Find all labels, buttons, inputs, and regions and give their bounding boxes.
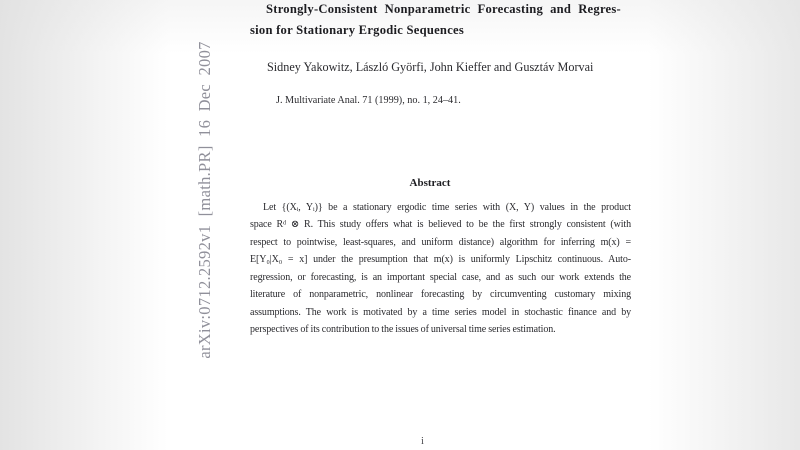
abstract-paragraph [250,199,631,339]
abstract-line: assumptions. The work is motivated by a time series model in stochastic finance and by [250,306,631,318]
arxiv-stamp [195,41,215,358]
title-line-1: Strongly-Consistent Nonparametric Forecasting and Regres- [266,2,621,16]
abstract-line: Let {(Xᵢ, Yᵢ)} be a stationary ergodic time series with (X, Y) values in the product [263,202,631,213]
abstract-line: regression, or forecasting, is an important special case, and as such our work extends the [250,271,631,283]
authors-line: Sidney Yakowitz, László Györfi, John Kieffer and Gusztáv Morvai [267,60,594,74]
arxiv-stamp-text: arXiv:0712.2592v1 [math.PR] 16 Dec 2007 [195,41,214,359]
abstract-line: perspectives of its contribution to the issues of universal time series estimation. [250,324,556,336]
abstract-line: literature of nonparametric, nonlinear forecasting by circumventing customary mixing [250,289,631,301]
abstract-line: E[Y₀|X₀ = x] under the presumption that m(x) is uniformly Lipschitz continuous. Auto- [250,254,631,266]
abstract-line: respect to pointwise, least-squares, and uniform distance) algorithm for inferring m(x) = [250,236,631,248]
page-title [250,0,621,41]
journal-reference: J. Multivariate Anal. 71 (1999), no. 1, 24–41. [276,95,461,106]
abstract-line: space Rᵈ ⊗ R. This study offers what is believed to be the first strongly consistent (with [250,219,631,231]
title-line-2: sion for Stationary Ergodic Sequences [250,22,465,37]
abstract-heading: Abstract [409,177,451,189]
page-number: i [421,436,424,447]
